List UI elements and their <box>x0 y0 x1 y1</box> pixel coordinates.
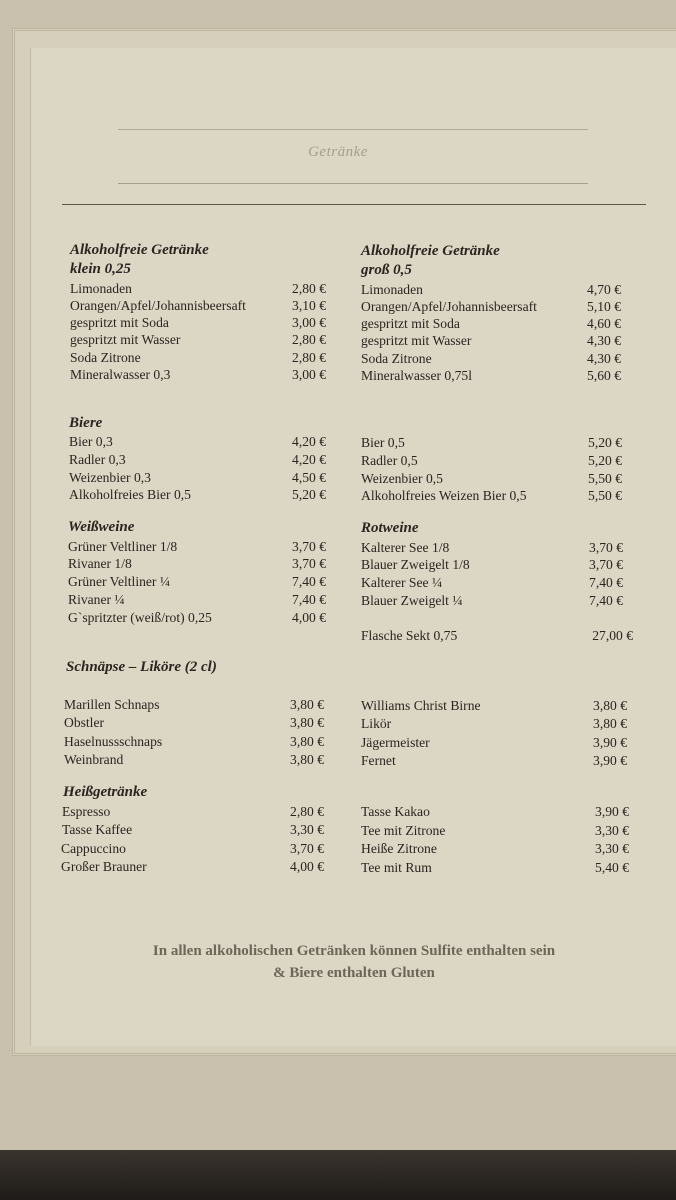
item-name: Kalterer See ¼ <box>361 575 443 590</box>
item-name: Rivaner ¼ <box>68 592 125 607</box>
item-name: Weinbrand <box>64 752 124 767</box>
item-price: 3,70 € <box>290 841 324 856</box>
item-name: Orangen/Apfel/Johannisbeersaft <box>70 298 246 313</box>
item-name: Tasse Kaffee <box>62 822 133 837</box>
section-subtitle-af-gross: groß 0,5 <box>361 262 412 278</box>
item-name: G`spritzter (weiß/rot) 0,25 <box>68 610 212 625</box>
item-name: Alkoholfreies Weizen Bier 0,5 <box>361 488 527 503</box>
section-title-biere: Biere <box>69 415 103 431</box>
item-name: Limonaden <box>361 282 423 297</box>
item-price: 3,70 € <box>292 556 326 571</box>
item-name: Weizenbier 0,3 <box>69 470 151 485</box>
item-name: Rivaner 1/8 <box>68 556 132 571</box>
item-price: 3,30 € <box>290 822 324 837</box>
item-name: Tasse Kakao <box>361 804 430 819</box>
item-name: Cappuccino <box>61 841 126 856</box>
item-price: 3,90 € <box>593 753 627 768</box>
section-divider <box>62 204 646 205</box>
item-name: gespritzt mit Soda <box>70 315 169 330</box>
item-name: Limonaden <box>70 281 132 296</box>
item-name: Grüner Veltliner ¼ <box>68 574 171 589</box>
item-price: 7,40 € <box>589 593 623 608</box>
item-price: 3,00 € <box>292 315 326 330</box>
item-name: Blauer Zweigelt 1/8 <box>361 557 470 572</box>
item-name: Espresso <box>62 804 111 819</box>
item-name: Blauer Zweigelt ¼ <box>361 593 463 608</box>
item-price: 3,90 € <box>593 735 627 750</box>
item-name: gespritzt mit Wasser <box>70 332 181 347</box>
section-title-rotweine: Rotweine <box>361 520 419 536</box>
item-name: gespritzt mit Soda <box>361 316 460 331</box>
item-price: 4,50 € <box>292 470 326 485</box>
item-price: 5,40 € <box>595 860 629 875</box>
item-price: 7,40 € <box>292 574 326 589</box>
item-price: 3,30 € <box>595 841 629 856</box>
item-price: 5,50 € <box>588 471 622 486</box>
item-price: 3,70 € <box>589 540 623 555</box>
item-price: 27,00 € <box>592 628 633 643</box>
item-name: Mineralwasser 0,75l <box>361 368 472 383</box>
item-price: 5,20 € <box>588 435 622 450</box>
item-price: 3,80 € <box>290 715 324 730</box>
item-price: 2,80 € <box>292 350 326 365</box>
item-price: 3,70 € <box>589 557 623 572</box>
item-price: 3,10 € <box>292 298 326 313</box>
item-name: Weizenbier 0,5 <box>361 471 443 486</box>
item-name: Soda Zitrone <box>70 350 141 365</box>
item-name: Tee mit Rum <box>361 860 432 875</box>
item-name: gespritzt mit Wasser <box>361 333 472 348</box>
allergen-notice-line2: & Biere enthalten Gluten <box>273 965 435 981</box>
allergen-notice-line1: In allen alkoholischen Getränken können Sulfite enthalten sein <box>152 943 556 959</box>
item-price: 3,70 € <box>292 539 326 554</box>
item-price: 3,80 € <box>290 752 324 767</box>
item-price: 2,80 € <box>290 804 324 819</box>
item-price: 4,30 € <box>587 333 621 348</box>
section-title-af-klein: Alkoholfreie Getränke <box>70 242 209 258</box>
item-price: 3,00 € <box>292 367 326 382</box>
item-price: 3,80 € <box>593 716 627 731</box>
item-name: Bier 0,3 <box>69 434 113 449</box>
section-title-heissgetraenke: Heißgetränke <box>63 784 148 800</box>
item-name: Orangen/Apfel/Johannisbeersaft <box>361 299 537 314</box>
item-price: 4,60 € <box>587 316 621 331</box>
item-name: Marillen Schnaps <box>64 697 160 712</box>
item-name: Bier 0,5 <box>361 435 405 450</box>
section-title-weissweine: Weißweine <box>68 519 135 535</box>
item-name: Mineralwasser 0,3 <box>70 367 171 382</box>
section-title-af-gross: Alkoholfreie Getränke <box>361 243 500 259</box>
item-price: 3,80 € <box>290 734 324 749</box>
item-name: Alkoholfreies Bier 0,5 <box>69 487 191 502</box>
item-name: Likör <box>361 716 392 731</box>
title-rule-top <box>118 129 588 130</box>
page-title: Getränke <box>308 144 368 160</box>
section-subtitle-af-klein: klein 0,25 <box>70 261 131 277</box>
item-name: Williams Christ Birne <box>361 698 481 713</box>
item-price: 2,80 € <box>292 332 326 347</box>
item-name: Haselnussschnaps <box>64 734 163 749</box>
item-price: 3,80 € <box>290 697 324 712</box>
item-price: 5,50 € <box>588 488 622 503</box>
item-price: 4,70 € <box>587 282 621 297</box>
item-name: Heiße Zitrone <box>361 841 437 856</box>
table-surface <box>0 1150 676 1200</box>
item-price: 5,20 € <box>292 487 326 502</box>
item-name: Grüner Veltliner 1/8 <box>68 539 178 554</box>
item-name: Obstler <box>64 715 105 730</box>
item-price: 3,90 € <box>595 804 629 819</box>
item-name: Radler 0,5 <box>361 453 418 468</box>
item-price: 2,80 € <box>292 281 326 296</box>
item-price: 3,80 € <box>593 698 627 713</box>
item-name: Soda Zitrone <box>361 351 432 366</box>
item-price: 5,10 € <box>587 299 621 314</box>
item-name: Radler 0,3 <box>69 452 126 467</box>
item-name: Fernet <box>361 753 396 768</box>
item-name: Flasche Sekt 0,75 <box>361 628 458 643</box>
item-name: Jägermeister <box>361 735 430 750</box>
item-name: Kalterer See 1/8 <box>361 540 450 555</box>
title-rule-bottom <box>118 183 588 184</box>
item-price: 3,30 € <box>595 823 629 838</box>
item-price: 4,30 € <box>587 351 621 366</box>
item-price: 5,60 € <box>587 368 621 383</box>
item-price: 4,20 € <box>292 452 326 467</box>
item-price: 7,40 € <box>292 592 326 607</box>
item-price: 5,20 € <box>588 453 622 468</box>
item-price: 4,00 € <box>290 859 324 874</box>
item-name: Großer Brauner <box>61 859 147 874</box>
item-price: 4,00 € <box>292 610 326 625</box>
item-name: Tee mit Zitrone <box>361 823 446 838</box>
section-title-schnaepse: Schnäpse – Liköre (2 cl) <box>66 659 217 675</box>
item-price: 4,20 € <box>292 434 326 449</box>
item-price: 7,40 € <box>589 575 623 590</box>
